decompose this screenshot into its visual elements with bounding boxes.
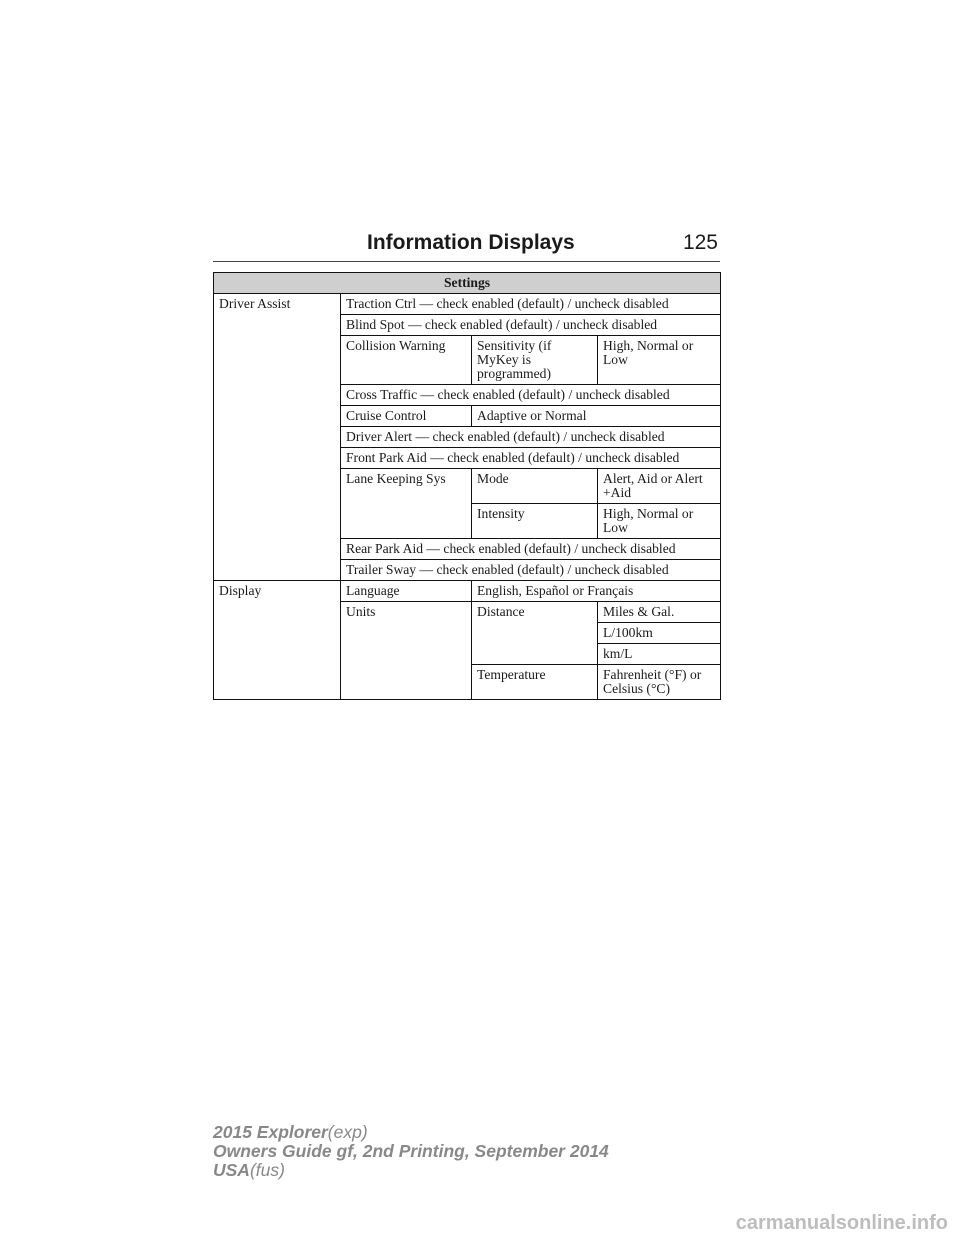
units-label: Units: [341, 602, 472, 700]
temperature-value: Fahrenheit (°F) or Celsius (°C): [598, 665, 721, 700]
front-park-aid-row: Front Park Aid — check enabled (default) / uncheck disabled: [341, 448, 721, 469]
blind-spot-row: Blind Spot — check enabled (default) / uncheck disabled: [341, 315, 721, 336]
group-cell: [214, 448, 341, 469]
collision-sensitivity-label: Sensitivity (if MyKey is programmed): [472, 336, 598, 385]
distance-value: km/L: [598, 644, 721, 665]
watermark: carmanualsonline.info: [735, 1212, 948, 1234]
group-cell: [214, 469, 341, 504]
driver-assist-label: Driver Assist: [214, 294, 341, 315]
display-label: Display: [214, 581, 341, 602]
group-cell: [214, 644, 341, 665]
lane-intensity-label: Intensity: [472, 504, 598, 539]
footer-model: 2015 Explorer: [213, 1122, 328, 1142]
page-title: Information Displays: [367, 231, 575, 254]
language-label: Language: [341, 581, 472, 602]
settings-table: [213, 272, 721, 700]
group-cell: [214, 665, 341, 700]
cruise-control-label: Cruise Control: [341, 406, 472, 427]
group-cell: [214, 623, 341, 644]
settings-heading: Settings: [214, 273, 721, 294]
collision-warning-label: Collision Warning: [341, 336, 472, 385]
trailer-sway-row: Trailer Sway — check enabled (default) / uncheck disabled: [341, 560, 721, 581]
footer-line-3: [213, 1161, 609, 1180]
lane-mode-value: Alert, Aid or Alert +Aid: [598, 469, 721, 504]
footer-line-2: [213, 1142, 609, 1161]
lane-intensity-value: High, Normal or Low: [598, 504, 721, 539]
lane-mode-label: Mode: [472, 469, 598, 504]
group-cell: [214, 539, 341, 560]
cruise-control-value: Adaptive or Normal: [472, 406, 721, 427]
lane-keeping-label: Lane Keeping Sys: [341, 469, 472, 539]
distance-value: Miles & Gal.: [598, 602, 721, 623]
group-cell: [214, 602, 341, 623]
footer-printing: Owners Guide gf, 2nd Printing, September 2014: [213, 1141, 609, 1161]
driver-alert-row: Driver Alert — check enabled (default) / uncheck disabled: [341, 427, 721, 448]
distance-value: L/100km: [598, 623, 721, 644]
group-cell: [214, 385, 341, 406]
group-cell: [214, 427, 341, 448]
cross-traffic-row: Cross Traffic — check enabled (default) / uncheck disabled: [341, 385, 721, 406]
group-cell: [214, 504, 341, 539]
rear-park-aid-row: Rear Park Aid — check enabled (default) / uncheck disabled: [341, 539, 721, 560]
group-cell: [214, 560, 341, 581]
footer-market: USA: [213, 1160, 250, 1180]
document-footer: [213, 1123, 609, 1180]
distance-label: Distance: [472, 602, 598, 665]
page-header: [213, 227, 720, 262]
traction-control-row: Traction Ctrl — check enabled (default) / uncheck disabled: [341, 294, 721, 315]
footer-line-1: [213, 1123, 609, 1142]
collision-sensitivity-value: High, Normal or Low: [598, 336, 721, 385]
footer-market-code: (fus): [249, 1160, 285, 1180]
language-value: English, Español or Français: [472, 581, 721, 602]
group-cell: [214, 315, 341, 336]
group-cell: [214, 336, 341, 385]
page-number: 125: [682, 231, 718, 254]
footer-model-code: (exp): [327, 1122, 368, 1142]
group-cell: [214, 406, 341, 427]
temperature-label: Temperature: [472, 665, 598, 700]
